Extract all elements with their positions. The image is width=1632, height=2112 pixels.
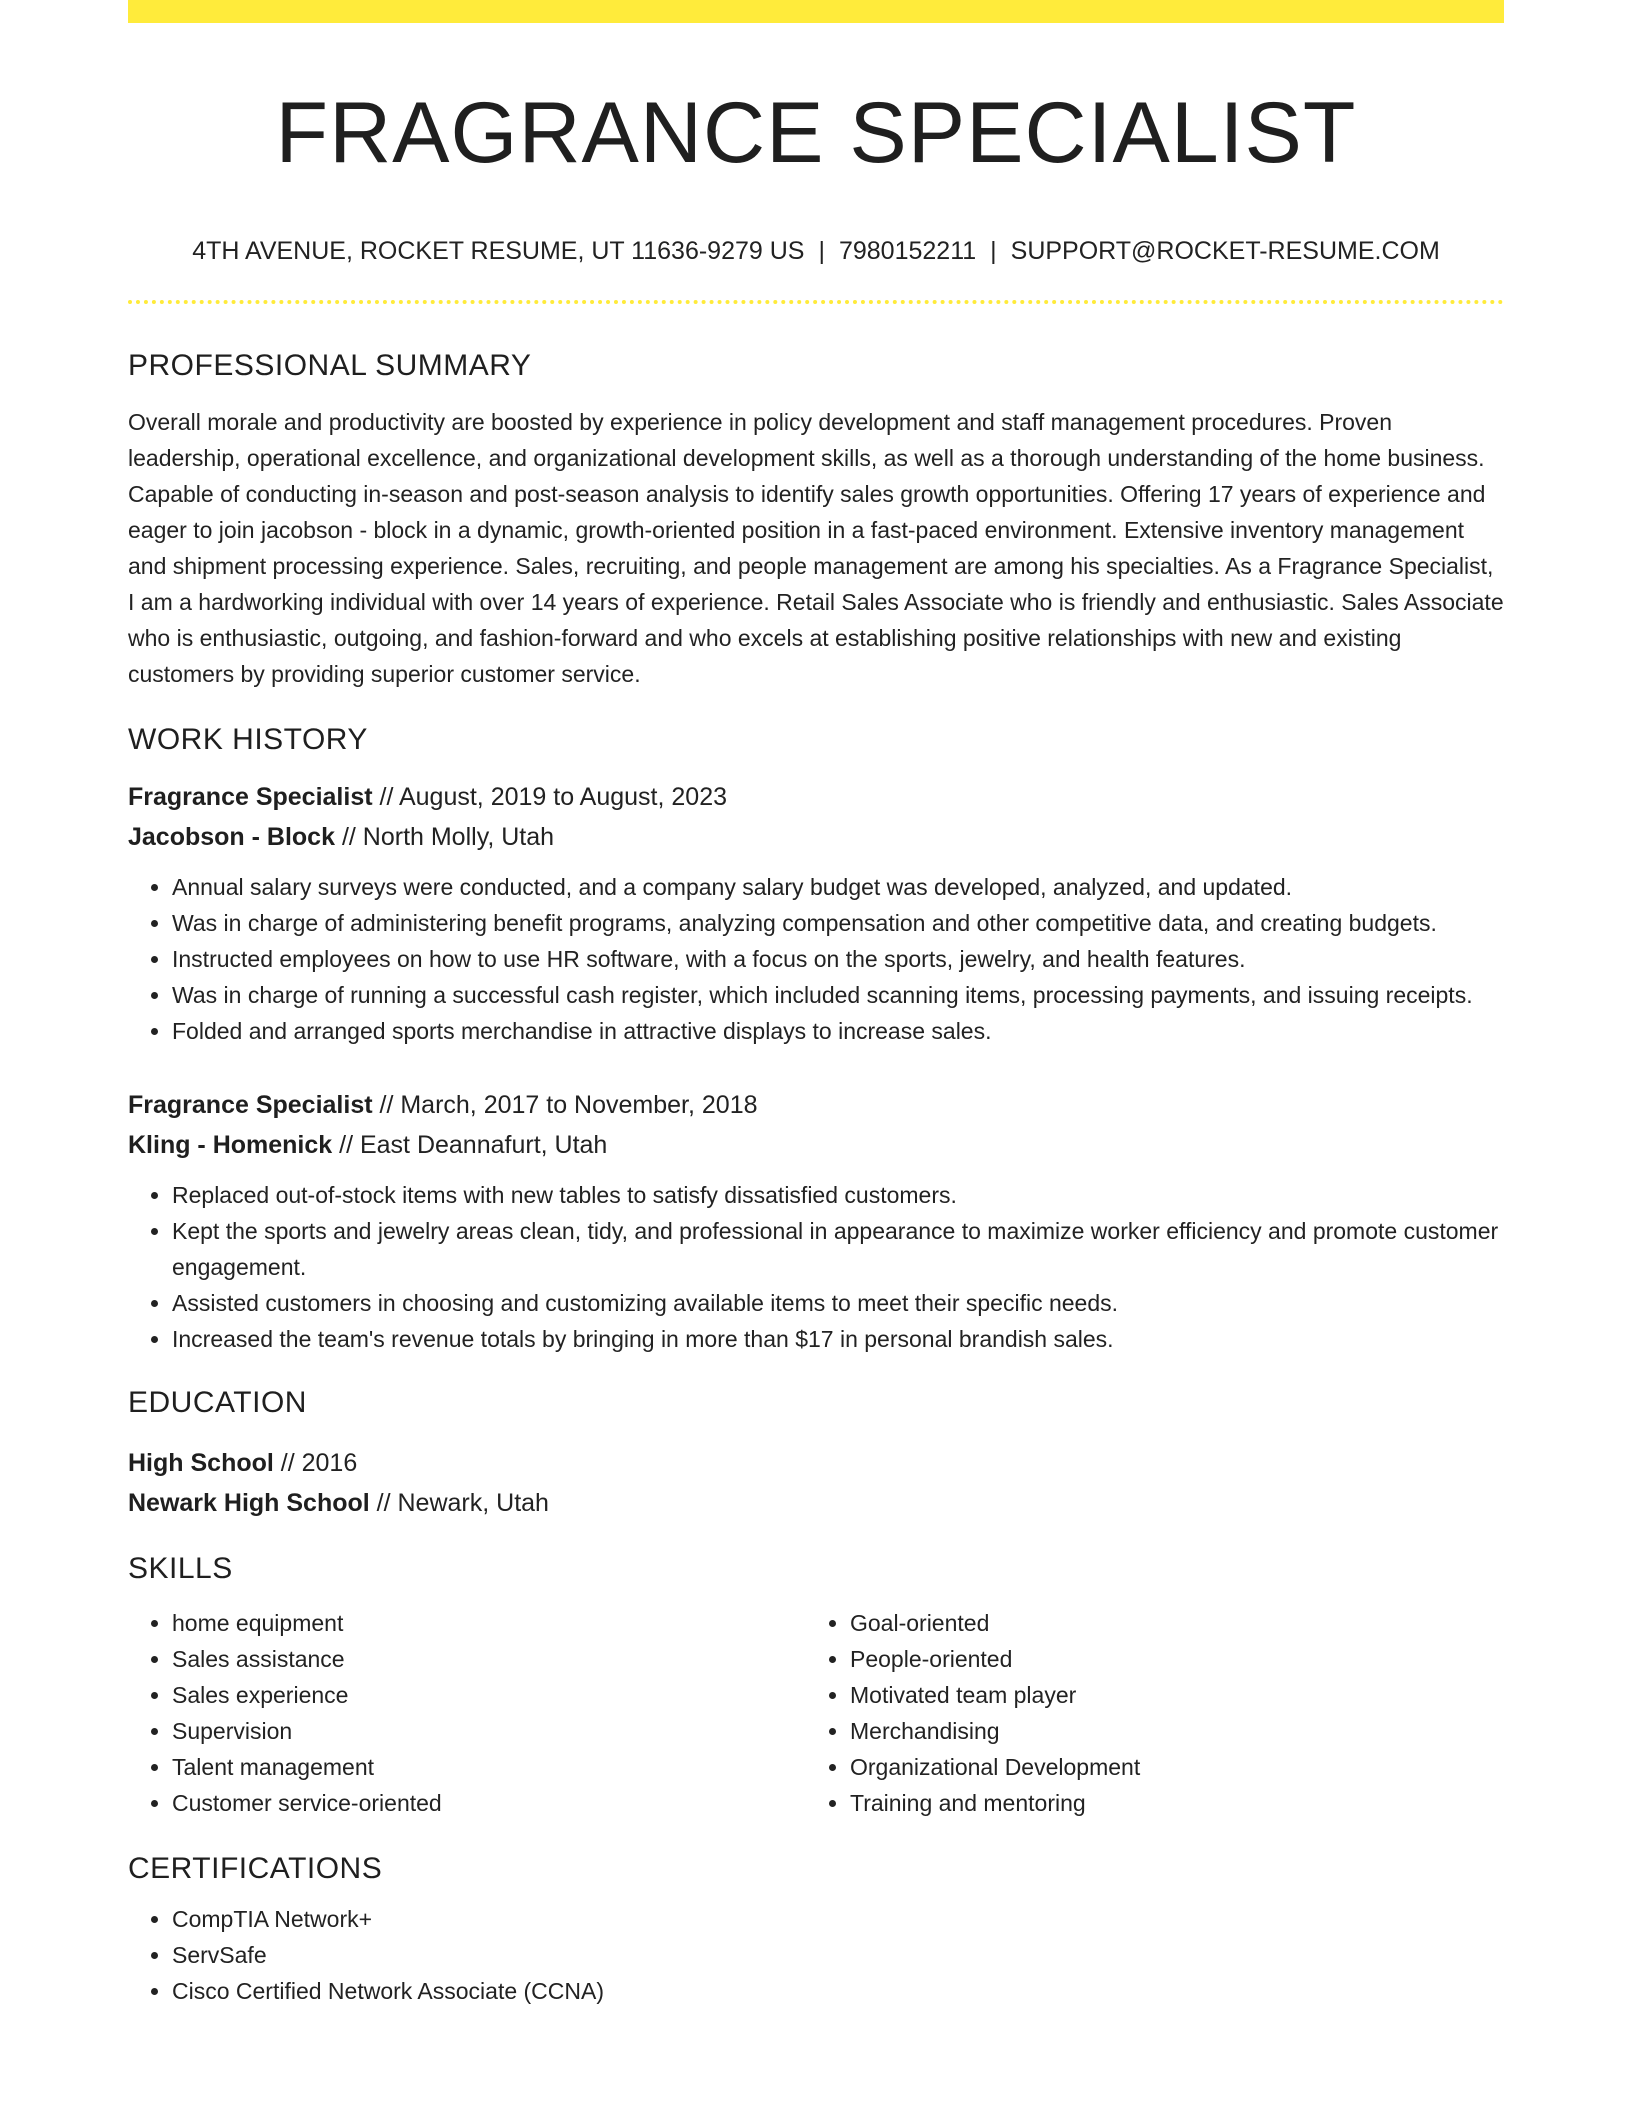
job-bullet: • Was in charge of administering benefit programs, analyzing compensation and other competitive data, and creating budgets.	[172, 905, 1504, 941]
skill-item: • Motivated team player	[850, 1677, 1484, 1713]
job-company-line	[128, 1125, 1504, 1165]
job-company: Jacobson - Block	[128, 823, 335, 851]
job-bullet: • Assisted customers in choosing and customizing available items to meet their specific needs.	[172, 1285, 1504, 1321]
job-role-line	[128, 1085, 1504, 1125]
contact-separator: |	[818, 237, 825, 265]
job-bullet: • Replaced out-of-stock items with new tables to satisfy dissatisfied customers.	[172, 1177, 1504, 1213]
job-role-line	[128, 777, 1504, 817]
education-school-line	[128, 1483, 1504, 1523]
skill-item: • Goal-oriented	[850, 1605, 1484, 1641]
skill-item: • Training and mentoring	[850, 1785, 1484, 1821]
skill-item: • Sales experience	[172, 1677, 806, 1713]
skill-item: • Talent management	[172, 1749, 806, 1785]
skill-item: • Organizational Development	[850, 1749, 1484, 1785]
summary-heading: PROFESSIONAL SUMMARY	[128, 349, 532, 382]
job-bullets	[128, 869, 1504, 1049]
skill-item: • People-oriented	[850, 1641, 1484, 1677]
certifications-list	[128, 1901, 1504, 2009]
skill-item: • Customer service-oriented	[172, 1785, 806, 1821]
education-year: // 2016	[273, 1449, 358, 1477]
job-location: // North Molly, Utah	[335, 823, 555, 851]
job-company-line	[128, 817, 1504, 857]
job-bullet: • Was in charge of running a successful cash register, which included scanning items, processing payments, and issuing receipts.	[172, 977, 1504, 1013]
certifications-heading: CERTIFICATIONS	[128, 1852, 383, 1885]
certification-item: • Cisco Certified Network Associate (CCNA)	[172, 1973, 1504, 2009]
education-entry	[128, 1443, 1504, 1523]
contact-separator: |	[990, 237, 997, 265]
certification-item: • CompTIA Network+	[172, 1901, 1504, 1937]
job-bullets	[128, 1177, 1504, 1357]
skill-item: • Sales assistance	[172, 1641, 806, 1677]
education-degree: High School	[128, 1449, 274, 1477]
contact-phone: 7980152211	[838, 237, 977, 265]
contact-line	[128, 235, 1504, 267]
resume-title: FRAGRANCE SPECIALIST	[275, 85, 1357, 181]
education-location: // Newark, Utah	[369, 1489, 549, 1517]
education-degree-line	[128, 1443, 1504, 1483]
contact-address: 4TH AVENUE, ROCKET RESUME, UT 11636-9279 US	[192, 237, 805, 265]
contact-email: SUPPORT@ROCKET-RESUME.COM	[1010, 237, 1440, 265]
job-location: // East Deannafurt, Utah	[332, 1131, 608, 1159]
education-school: Newark High School	[128, 1489, 370, 1517]
job-bullet: • Annual salary surveys were conducted, and a company salary budget was developed, analyzed, and updated.	[172, 869, 1504, 905]
job-bullet: • Increased the team's revenue totals by bringing in more than $17 in personal brandish sales.	[172, 1321, 1504, 1357]
job-bullet: • Instructed employees on how to use HR software, with a focus on the sports, jewelry, and health features.	[172, 941, 1504, 977]
education-heading: EDUCATION	[128, 1386, 307, 1419]
skills-columns	[128, 1605, 1504, 1821]
work-history-heading: WORK HISTORY	[128, 723, 368, 756]
job-role: Fragrance Specialist	[128, 783, 373, 811]
skills-list-left	[128, 1605, 806, 1821]
dotted-divider	[128, 300, 1504, 304]
skills-heading: SKILLS	[128, 1552, 233, 1585]
skill-item: • Merchandising	[850, 1713, 1484, 1749]
skill-item: • home equipment	[172, 1605, 806, 1641]
skill-item: • Supervision	[172, 1713, 806, 1749]
job-bullet: • Kept the sports and jewelry areas clean, tidy, and professional in appearance to maximize worker efficiency and promote customer engagement.	[172, 1213, 1504, 1285]
job-dates: // March, 2017 to November, 2018	[372, 1091, 758, 1119]
accent-top-bar	[128, 0, 1504, 23]
job-entry	[128, 777, 1504, 1049]
resume-page	[128, 0, 1504, 2009]
job-dates: // August, 2019 to August, 2023	[372, 783, 728, 811]
certification-item: • ServSafe	[172, 1937, 1504, 1973]
job-company: Kling - Homenick	[128, 1131, 333, 1159]
job-role: Fragrance Specialist	[128, 1091, 373, 1119]
summary-text: Overall morale and productivity are boosted by experience in policy development and staff management procedures. Proven leadership, operational excellence, and organizational development skills, as well as a thorough understanding of the home business. Capable of conducting in-season and post-season analysis to identify sales growth opportunities. Offering 17 years of experience and eager to join jacobson - block in a dynamic, growth-oriented position in a fast-paced environment. Extensive inventory management and shipment processing experience. Sales, recruiting, and people management are among his specialties. As a Fragrance Specialist, I am a hardworking individual with over 14 years of experience. Retail Sales Associate who is friendly and enthusiastic. Sales Associate who is enthusiastic, outgoing, and fashion-forward and who excels at establishing positive relationships with new and existing customers by providing superior customer service.	[128, 409, 1504, 687]
job-bullet: • Folded and arranged sports merchandise in attractive displays to increase sales.	[172, 1013, 1504, 1049]
job-entry	[128, 1085, 1504, 1357]
skills-list-right	[806, 1605, 1484, 1821]
